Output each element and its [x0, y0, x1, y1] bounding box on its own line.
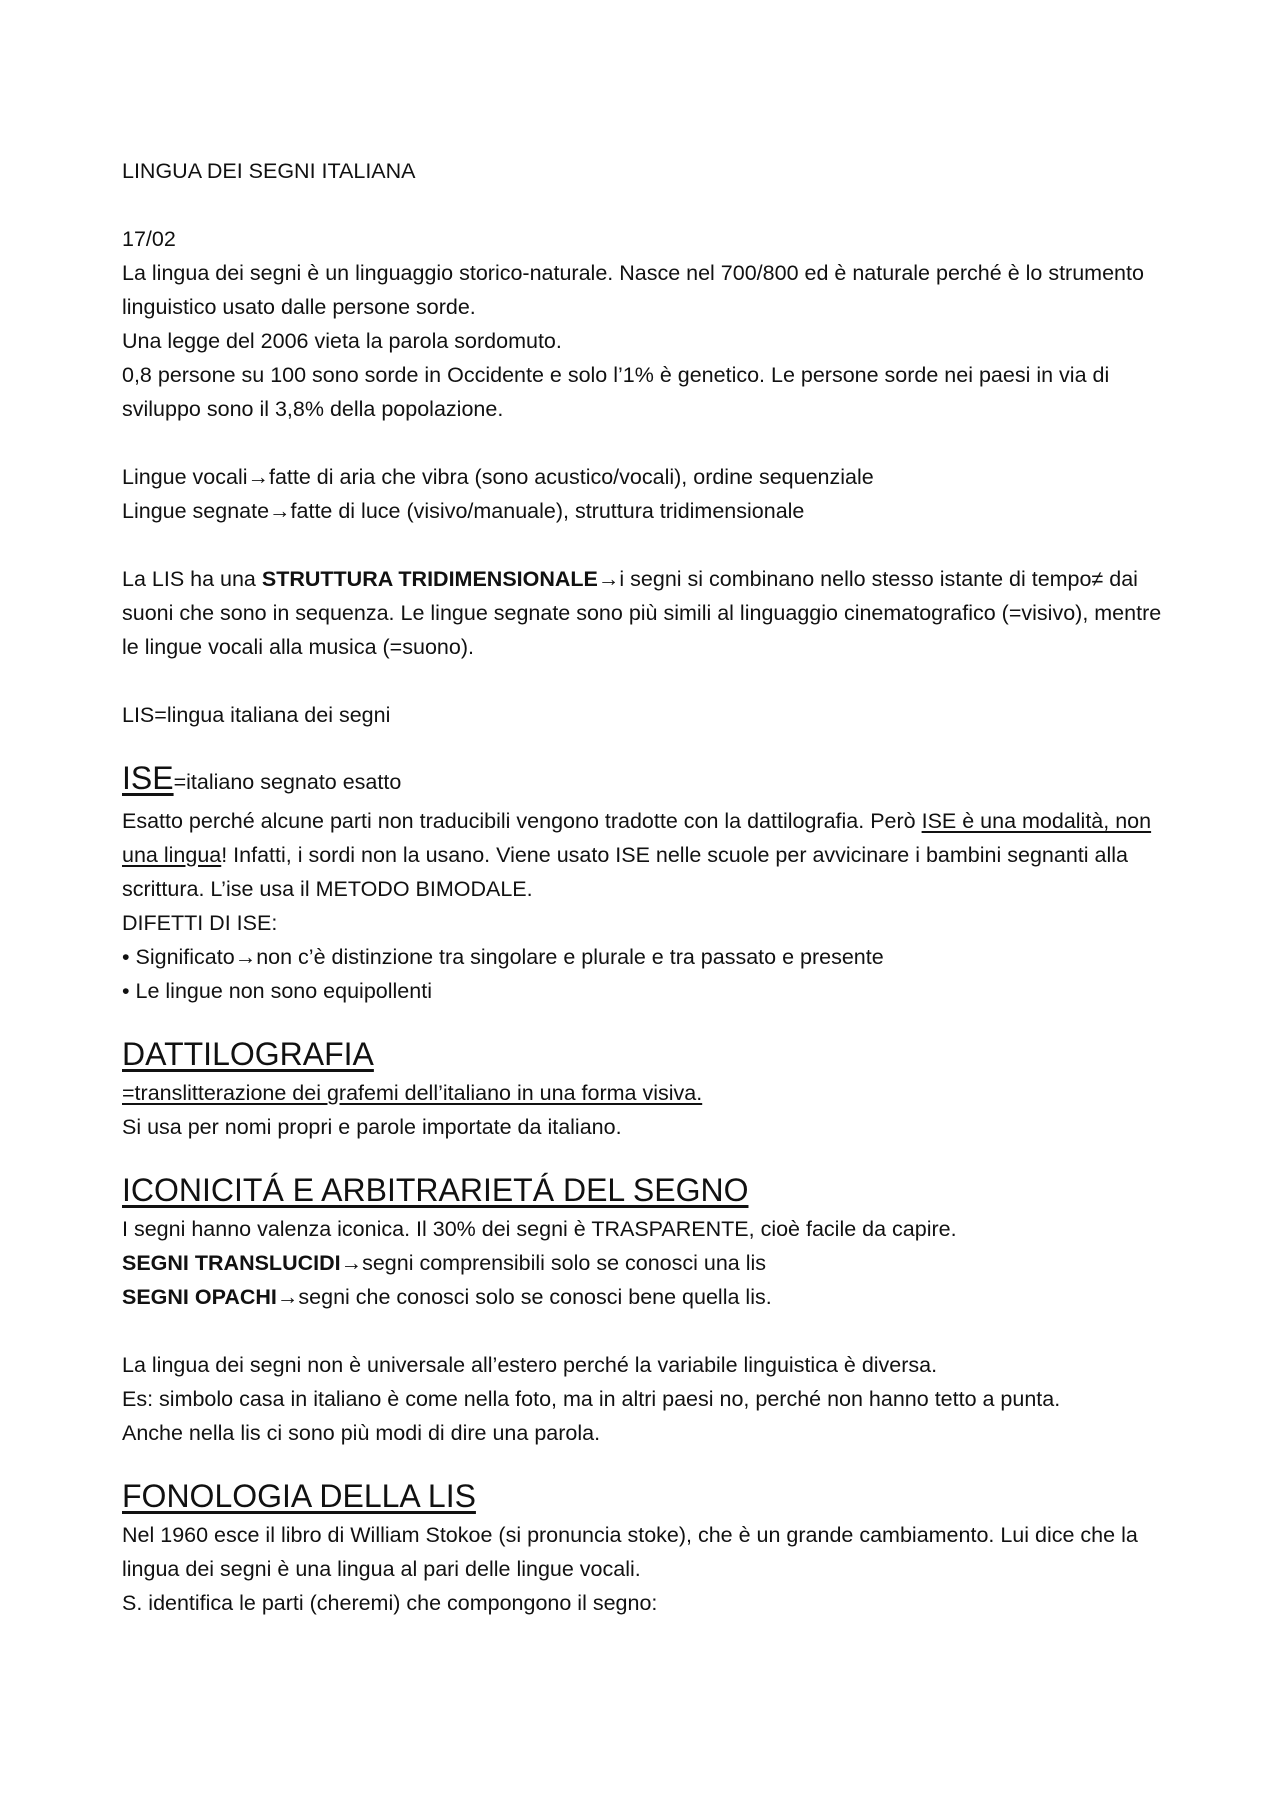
ise-paragraph-pre: Esatto perché alcune parti non traducibili vengono tradotte con la dattilografia. Però	[122, 809, 922, 833]
spacer	[122, 1462, 1170, 1474]
spacer	[122, 528, 1170, 562]
segni-opachi-rest: →segni che conosci solo se conosci bene quella lis.	[276, 1285, 772, 1309]
spacer	[122, 744, 1170, 756]
ise-heading-rest: =italiano segnato esatto	[173, 770, 402, 794]
fonologia-paragraph-2: S. identifica le parti (cheremi) che compongono il segno:	[122, 1591, 658, 1615]
compare-vocali: Lingue vocali→fatte di aria che vibra (sono acustico/vocali), ordine sequenziale	[122, 465, 874, 489]
compare-segnate: Lingue segnate→fatte di luce (visivo/manuale), struttura tridimensionale	[122, 499, 805, 523]
document-title: LINGUA DEI SEGNI ITALIANA	[122, 159, 416, 183]
spacer	[122, 1008, 1170, 1020]
segni-opachi-line	[122, 1280, 1170, 1314]
spacer	[122, 1314, 1170, 1348]
lis-definition: LIS=lingua italiana dei segni	[122, 703, 391, 727]
spacer	[122, 732, 1170, 744]
ise-defect-item-2: • Le lingue non sono equipollenti	[122, 979, 432, 1003]
spacer	[122, 1144, 1170, 1156]
iconicita-paragraph-1: I segni hanno valenza iconica. Il 30% dei segni è TRASPARENTE, cioè facile da capire.	[122, 1217, 957, 1241]
segni-translucidi-rest: →segni comprensibili solo se conosci una lis	[340, 1251, 767, 1275]
iconicita-paragraph-2c: Anche nella lis ci sono più modi di dire una parola.	[122, 1421, 601, 1445]
lis-structure-post: →i segni si combinano nello stesso istante di tempo≠ dai suoni che sono in sequenza. Le lingue segnate sono più simili al linguaggio cinematografico (=visivo), mentre le lingue vocali alla musica (=suono).	[122, 567, 1162, 659]
spacer	[122, 1020, 1170, 1032]
lis-structure-paragraph	[122, 562, 1170, 664]
fonologia-paragraph-1: Nel 1960 esce il libro di William Stokoe (si pronuncia stoke), che è un grande cambiamento. Lui dice che la lingua dei segni è una lingua al pari delle lingue vocali.	[122, 1523, 1138, 1581]
spacer	[122, 664, 1170, 698]
lis-structure-bold: STRUTTURA TRIDIMENSIONALE	[261, 567, 598, 591]
iconicita-paragraph-2a: La lingua dei segni non è universale all’estero perché la variabile linguistica è diversa.	[122, 1353, 938, 1377]
date-line: 17/02	[122, 227, 176, 251]
ise-paragraph-post: ! Infatti, i sordi non la usano. Viene usato ISE nelle scuole per avvicinare i bambini segnanti alla scrittura. L’ise usa il METODO BIMODALE.	[122, 843, 1128, 901]
iconicita-paragraph-2b: Es: simbolo casa in italiano è come nella foto, ma in altri paesi no, perché non hanno tetto a punta.	[122, 1387, 1061, 1411]
spacer	[122, 1156, 1170, 1168]
dattilografia-definition: =translitterazione dei grafemi dell’italiano in una forma visiva.	[122, 1081, 703, 1105]
intro-paragraph-3: 0,8 persone su 100 sono sorde in Occidente e solo l’1% è genetico. Le persone sorde nei paesi in via di sviluppo sono il 3,8% della popolazione.	[122, 363, 1110, 421]
spacer	[122, 188, 1170, 222]
ise-paragraph-underlined: ISE è una modalità, non una lingua	[122, 809, 1152, 867]
dattilografia-heading: DATTILOGRAFIA	[122, 1036, 374, 1072]
ise-paragraph	[122, 804, 1170, 906]
iconicita-heading: ICONICITÁ E ARBITRARIETÁ DEL SEGNO	[122, 1172, 749, 1208]
intro-paragraph-1: La lingua dei segni è un linguaggio storico-naturale. Nasce nel 700/800 ed è naturale perché è lo strumento linguistico usato dalle persone sorde.	[122, 261, 1144, 319]
spacer	[122, 1450, 1170, 1462]
segni-opachi-bold: SEGNI OPACHI	[122, 1285, 277, 1309]
segni-translucidi-line	[122, 1246, 1170, 1280]
ise-heading: ISE	[122, 760, 174, 796]
dattilografia-use: Si usa per nomi propri e parole importate da italiano.	[122, 1115, 622, 1139]
spacer	[122, 426, 1170, 460]
intro-paragraph-2: Una legge del 2006 vieta la parola sordomuto.	[122, 329, 562, 353]
ise-heading-line	[122, 756, 1170, 804]
fonologia-heading: FONOLOGIA DELLA LIS	[122, 1478, 476, 1514]
lis-structure-pre: La LIS ha una	[122, 567, 262, 591]
segni-translucidi-bold: SEGNI TRANSLUCIDI	[122, 1251, 341, 1275]
ise-defects-title: DIFETTI DI ISE:	[122, 911, 278, 935]
ise-defect-item-1: • Significato→non c’è distinzione tra singolare e plurale e tra passato e presente	[122, 945, 884, 969]
